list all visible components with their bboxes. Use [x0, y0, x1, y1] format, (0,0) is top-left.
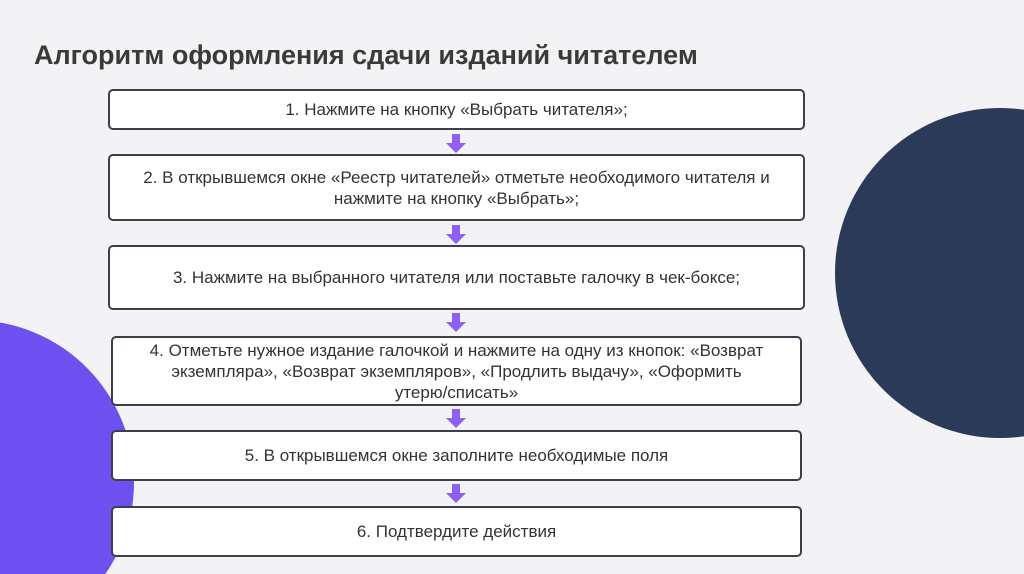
arrow-down-icon	[446, 134, 466, 154]
step-text: 3. Нажмите на выбранного читателя или поставьте галочку в чек-боксе;	[172, 268, 741, 287]
step-box-3	[108, 245, 805, 310]
step-box-5	[111, 430, 802, 481]
arrow-down-icon	[446, 409, 466, 429]
step-text: 1. Нажмите на кнопку «Выбрать читателя»;	[285, 100, 628, 119]
arrow-down-icon	[446, 484, 466, 504]
step-text: 4. Отметьте нужное издание галочкой и нажмите на одну из кнопок: «Возврат экземпляра», «Возврат экземпляров», «Продлить выдачу», «Оформить утерю/списать»	[149, 340, 764, 402]
step-box-2	[108, 154, 805, 221]
decorative-navy-circle	[835, 108, 1024, 438]
step-text: 6. Подтвердите действия	[356, 522, 557, 541]
step-text: 2. В открывшемся окне «Реестр читателей» отметьте необходимого читателя и нажмите на кнопку «Выбрать»;	[143, 167, 770, 208]
step-box-1	[108, 89, 805, 130]
step-box-4	[111, 336, 802, 406]
step-text: 5. В открывшемся окне заполните необходимые поля	[244, 446, 669, 465]
step-box-6	[111, 506, 802, 557]
slide-title: Алгоритм оформления сдачи изданий читателем	[34, 40, 698, 70]
arrow-down-icon	[446, 313, 466, 333]
arrow-down-icon	[446, 225, 466, 245]
